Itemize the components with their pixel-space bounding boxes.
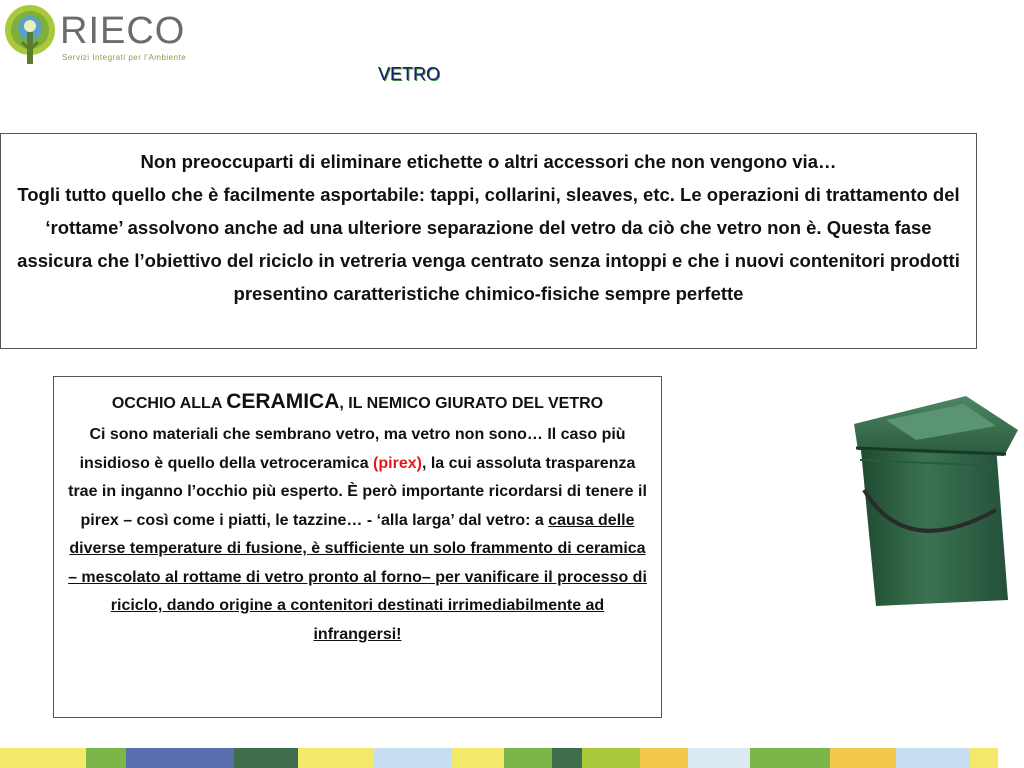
page-title: VETRO <box>377 64 440 84</box>
strip-segment <box>0 748 86 768</box>
strip-segment <box>374 748 452 768</box>
info-box-paragraph: Togli tutto quello che è facilmente asportabile: tappi, collarini, sleaves, etc. Le operazioni di trattamento del ‘rottame’ assolvono anche ad una ulteriore separazione del vetro da ciò che vetro non è. Questa fase assicura che l’obiettivo del riciclo in vetreria venga centrato senza intoppi e che i nuovi contenitori prodotti presentino caratteristiche chimico-fisiche sempre perfette <box>17 184 960 304</box>
rieco-logo <box>2 2 202 66</box>
info-box <box>0 133 977 349</box>
strip-segment <box>750 748 830 768</box>
strip-segment <box>298 748 374 768</box>
strip-segment <box>126 748 234 768</box>
logo-tagline: Servizi Integrati per l'Ambiente <box>62 53 187 62</box>
tree-logo-icon <box>2 2 62 66</box>
ceramica-heading-b: , IL NEMICO GIURATO DEL VETRO <box>339 395 604 412</box>
strip-segment <box>504 748 552 768</box>
ceramica-body-a: Ci sono materiali che sembrano vetro, ma vetro non sono… Il caso più insidioso è quello della vetroceramica <box>79 426 626 472</box>
strip-segment <box>234 748 298 768</box>
strip-segment <box>830 748 896 768</box>
green-bin-icon <box>846 390 1022 608</box>
ceramica-heading-emphasis: CERAMICA <box>226 390 340 413</box>
ceramica-heading-a: OCCHIO ALLA <box>111 395 227 412</box>
ceramica-heading <box>66 387 649 419</box>
pirex-highlight: (pirex) <box>373 454 422 472</box>
strip-segment <box>896 748 970 768</box>
ceramica-body <box>66 421 649 649</box>
info-box-headline: Non preoccuparti di eliminare etichette o altri accessori che non vengono via… <box>140 151 837 172</box>
ceramica-body-b: , la cui assoluta trasparenza trae in inganno l’occhio più esperto. È però importante ricordarsi di tenere il pirex – così come i piatti, le tazzine… - ‘alla larga’ dal vetro: a <box>68 454 647 529</box>
strip-segment <box>86 748 126 768</box>
strip-segment <box>970 748 998 768</box>
color-strip <box>0 748 1024 768</box>
strip-segment <box>688 748 750 768</box>
strip-segment <box>582 748 640 768</box>
ceramica-box <box>53 376 662 718</box>
ceramica-body-underlined: causa delle diverse temperature di fusione, è sufficiente un solo frammento di ceramica – mescolato al rottame di vetro pronto al forno– per vanificare il processo di riciclo, dando origine a contenitori destinati irrimediabilmente ad infrangersi! <box>68 511 647 643</box>
strip-segment <box>552 748 582 768</box>
strip-segment <box>452 748 504 768</box>
logo-wordmark: RIECO <box>60 10 186 52</box>
strip-segment <box>640 748 688 768</box>
